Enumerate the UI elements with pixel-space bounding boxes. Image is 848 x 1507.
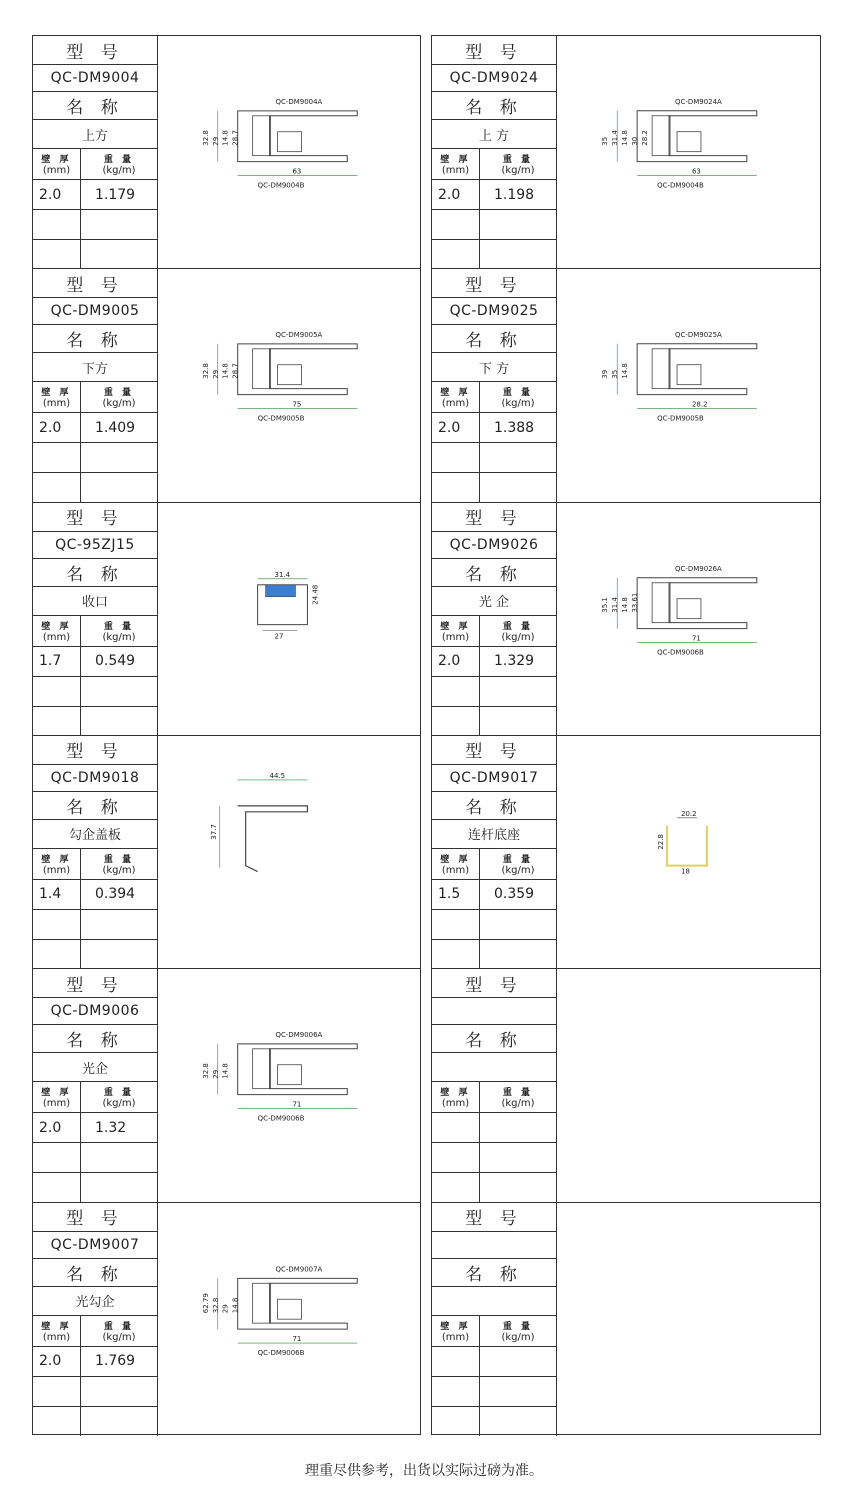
drawing-label: 29 bbox=[211, 370, 220, 380]
thickness-value: 1.5 bbox=[432, 880, 480, 909]
profile-chamber bbox=[278, 1065, 302, 1085]
drawing-label: QC-DM9006A bbox=[275, 1031, 323, 1040]
left-catalog-column bbox=[32, 35, 421, 1435]
empty-row bbox=[33, 1377, 157, 1407]
drawing-label: 33.61 bbox=[631, 592, 640, 613]
name-heading: 名 称 bbox=[432, 325, 556, 353]
product-block bbox=[432, 36, 820, 269]
thickness-header: 壁 厚 bbox=[41, 1088, 72, 1099]
drawing-label: QC-DM9025A bbox=[675, 331, 722, 340]
weight-value: 1.329 bbox=[494, 653, 535, 670]
spec-header-row bbox=[33, 1082, 157, 1113]
product-name: 上 方 bbox=[432, 120, 556, 149]
thickness-value: 2.0 bbox=[33, 1113, 81, 1142]
drawing-label: QC-DM9005B bbox=[257, 414, 305, 423]
empty-row bbox=[432, 910, 556, 940]
spec-value-row bbox=[432, 880, 556, 910]
product-info-table bbox=[33, 503, 158, 735]
drawing-label: 14.8 bbox=[621, 596, 630, 613]
spec-value-row bbox=[33, 413, 157, 443]
weight-value: 0.549 bbox=[95, 653, 136, 670]
thickness-unit: (mm) bbox=[441, 1098, 470, 1110]
thickness-value bbox=[432, 1347, 480, 1376]
thickness-header: 壁 厚 bbox=[440, 854, 471, 865]
product-name: 上方 bbox=[33, 120, 157, 149]
drawing-label: QC-DM9006B bbox=[257, 1348, 305, 1357]
weight-value: 1.409 bbox=[95, 419, 136, 436]
weight-unit: (kg/m) bbox=[501, 398, 535, 410]
thickness-unit: (mm) bbox=[42, 398, 71, 410]
drawing-label: 63 bbox=[292, 167, 302, 176]
model-heading: 型 号 bbox=[432, 36, 556, 65]
profile-drawing bbox=[158, 969, 420, 1201]
drawing-label: 31.4 bbox=[611, 596, 620, 613]
model-number: QC-DM9004 bbox=[33, 65, 157, 92]
drawing-label: QC-DM9005B bbox=[657, 414, 704, 423]
profile-outline bbox=[238, 111, 358, 162]
footer-note: 理重尽供参考，出货以实际过磅为准。 bbox=[305, 1463, 543, 1479]
drawing-label: QC-DM9004A bbox=[275, 97, 323, 106]
profile-drawing bbox=[557, 503, 820, 735]
drawing-label: 28.2 bbox=[641, 130, 650, 146]
product-info-table bbox=[33, 1203, 158, 1436]
profile-chamber bbox=[278, 365, 302, 385]
product-block bbox=[432, 503, 820, 736]
drawing-label: 14.8 bbox=[621, 363, 630, 380]
spec-header-row bbox=[33, 1316, 157, 1347]
empty-row bbox=[33, 240, 157, 269]
profile-outline bbox=[238, 344, 358, 395]
profile-drawing bbox=[557, 269, 820, 501]
model-number: QC-DM9017 bbox=[432, 765, 556, 792]
product-name: 连杆底座 bbox=[432, 820, 556, 849]
model-heading: 型 号 bbox=[432, 503, 556, 532]
drawing-label: 14.8 bbox=[231, 1297, 240, 1313]
drawing-label: 14.8 bbox=[221, 1063, 230, 1080]
drawing-label: QC-DM9026A bbox=[675, 564, 722, 573]
spec-header-row bbox=[432, 382, 556, 413]
product-block bbox=[33, 1203, 420, 1436]
empty-row bbox=[432, 473, 556, 502]
drawing-label: 28.7 bbox=[231, 363, 240, 380]
drawing-label: 30 bbox=[631, 136, 640, 146]
model-heading: 型 号 bbox=[432, 1203, 556, 1232]
spec-header-row bbox=[432, 616, 556, 647]
product-block bbox=[33, 269, 420, 502]
thickness-value: 2.0 bbox=[33, 1347, 81, 1376]
weight-header: 重 量 bbox=[103, 854, 135, 865]
weight-header: 重 量 bbox=[103, 155, 135, 165]
drawing-label: QC-DM9007A bbox=[275, 1264, 323, 1273]
product-block bbox=[33, 503, 420, 736]
empty-row bbox=[432, 677, 556, 707]
model-heading: 型 号 bbox=[432, 969, 556, 998]
model-heading: 型 号 bbox=[33, 269, 157, 298]
name-heading: 名 称 bbox=[33, 325, 157, 353]
spec-header-row bbox=[432, 1316, 556, 1347]
profile-outline bbox=[637, 111, 757, 162]
empty-row bbox=[432, 707, 556, 736]
profile-outline bbox=[667, 826, 707, 866]
product-block bbox=[33, 969, 420, 1202]
empty-row bbox=[33, 1143, 157, 1173]
weight-unit: (kg/m) bbox=[102, 631, 136, 643]
profile-drawing bbox=[158, 736, 420, 968]
drawing-label: 28.7 bbox=[231, 130, 240, 146]
drawing-label: 31.4 bbox=[274, 570, 291, 579]
weight-header: 重 量 bbox=[103, 621, 135, 632]
drawing-label: 24.48 bbox=[311, 584, 320, 605]
product-info-table bbox=[33, 269, 158, 501]
thickness-unit: (mm) bbox=[441, 864, 470, 876]
spec-value-row bbox=[33, 880, 157, 910]
thickness-value: 2.0 bbox=[432, 180, 480, 209]
drawing-label: 71 bbox=[292, 1334, 302, 1343]
model-heading: 型 号 bbox=[33, 969, 157, 998]
drawing-label: 35.1 bbox=[601, 596, 610, 613]
product-block bbox=[432, 269, 820, 502]
drawing-label: 14.8 bbox=[221, 363, 230, 380]
drawing-label: QC-DM9024A bbox=[675, 97, 722, 106]
model-number: QC-DM9006 bbox=[33, 998, 157, 1025]
product-info-table bbox=[33, 969, 158, 1201]
product-block bbox=[33, 736, 420, 969]
model-heading: 型 号 bbox=[33, 736, 157, 765]
name-heading: 名 称 bbox=[432, 792, 556, 820]
thickness-header: 壁 厚 bbox=[440, 1321, 471, 1332]
profile-drawing bbox=[158, 1203, 420, 1436]
thickness-value: 2.0 bbox=[33, 413, 81, 442]
profile-drawing bbox=[557, 969, 820, 1201]
profile-drawing bbox=[158, 36, 420, 268]
empty-row bbox=[33, 473, 157, 502]
drawing-label: 14.8 bbox=[221, 130, 230, 146]
empty-row bbox=[33, 1173, 157, 1202]
model-number bbox=[432, 998, 556, 1025]
empty-row bbox=[33, 910, 157, 940]
drawing-label: 37.7 bbox=[209, 824, 218, 840]
profile-chamber bbox=[652, 349, 670, 389]
model-number: QC-95ZJ15 bbox=[33, 532, 157, 559]
weight-unit: (kg/m) bbox=[501, 165, 535, 176]
weight-unit: (kg/m) bbox=[501, 1098, 535, 1110]
drawing-label: 44.5 bbox=[269, 771, 286, 780]
weight-value bbox=[480, 1347, 556, 1376]
drawing-label: 27 bbox=[274, 632, 284, 641]
empty-row bbox=[33, 443, 157, 473]
weight-header: 重 量 bbox=[502, 1321, 534, 1332]
weight-value: 1.388 bbox=[494, 419, 535, 436]
profile-chamber bbox=[652, 582, 670, 622]
drawing-label: 22.8 bbox=[657, 834, 666, 850]
weight-header: 重 量 bbox=[502, 854, 534, 865]
spec-value-row bbox=[33, 1347, 157, 1377]
drawing-label: 29 bbox=[221, 1303, 230, 1313]
profile-drawing bbox=[557, 1203, 820, 1436]
name-heading: 名 称 bbox=[432, 92, 556, 120]
weight-value: 0.394 bbox=[95, 886, 136, 903]
product-name: 光企 bbox=[33, 1053, 157, 1082]
drawing-label: 28.2 bbox=[691, 400, 708, 409]
profile-chamber bbox=[253, 349, 271, 389]
product-name: 光勾企 bbox=[33, 1287, 157, 1316]
weight-unit: (kg/m) bbox=[501, 864, 535, 876]
profile-outline bbox=[238, 806, 308, 872]
weight-unit: (kg/m) bbox=[501, 1331, 535, 1343]
empty-row bbox=[432, 1377, 556, 1407]
thickness-unit: (mm) bbox=[42, 864, 71, 876]
empty-row bbox=[432, 1407, 556, 1436]
drawing-label: QC-DM9004B bbox=[657, 181, 704, 190]
model-heading: 型 号 bbox=[432, 269, 556, 298]
spec-value-row bbox=[432, 413, 556, 443]
drawing-label: 29 bbox=[211, 136, 220, 146]
spec-value-row bbox=[33, 647, 157, 677]
drawing-label: 71 bbox=[691, 634, 701, 643]
right-catalog-column bbox=[431, 35, 821, 1435]
drawing-label: 29 bbox=[211, 1070, 220, 1080]
empty-row bbox=[432, 240, 556, 269]
empty-row bbox=[33, 1407, 157, 1436]
name-heading: 名 称 bbox=[33, 559, 157, 587]
empty-row bbox=[432, 1143, 556, 1173]
empty-row bbox=[432, 210, 556, 240]
empty-row bbox=[432, 1173, 556, 1202]
product-info-table bbox=[432, 269, 557, 501]
thickness-unit: (mm) bbox=[42, 1331, 71, 1343]
spec-header-row bbox=[432, 849, 556, 880]
product-name bbox=[432, 1053, 556, 1082]
model-heading: 型 号 bbox=[33, 1203, 157, 1232]
model-heading: 型 号 bbox=[432, 736, 556, 765]
weight-header: 重 量 bbox=[502, 155, 534, 165]
profile-chamber bbox=[677, 365, 701, 385]
profile-chamber bbox=[253, 116, 271, 156]
weight-header: 重 量 bbox=[103, 1088, 135, 1099]
profile-drawing bbox=[557, 36, 820, 268]
drawing-label: 32.8 bbox=[201, 363, 210, 380]
drawing-label: 18 bbox=[681, 867, 690, 876]
profile-drawing bbox=[158, 269, 420, 501]
product-info-table bbox=[432, 503, 557, 735]
drawing-label: 32.8 bbox=[201, 1063, 210, 1080]
weight-unit: (kg/m) bbox=[102, 1098, 136, 1110]
spec-value-row bbox=[432, 180, 556, 210]
thickness-header: 壁 厚 bbox=[440, 388, 471, 399]
drawing-label: 75 bbox=[292, 400, 302, 409]
thickness-unit: (mm) bbox=[42, 631, 71, 643]
thickness-value: 1.4 bbox=[33, 880, 81, 909]
thickness-header: 壁 厚 bbox=[440, 155, 471, 165]
product-name bbox=[432, 1287, 556, 1316]
model-number: QC-DM9018 bbox=[33, 765, 157, 792]
product-info-table bbox=[432, 36, 557, 268]
drawing-label: QC-DM9006B bbox=[657, 648, 704, 657]
thickness-unit: (mm) bbox=[441, 398, 470, 410]
product-block bbox=[432, 969, 820, 1202]
weight-value: 1.769 bbox=[95, 1353, 136, 1370]
product-info-table bbox=[432, 969, 557, 1201]
spec-header-row bbox=[33, 382, 157, 413]
drawing-label: 32.8 bbox=[201, 130, 210, 146]
product-name: 收口 bbox=[33, 587, 157, 616]
weight-header: 重 量 bbox=[502, 621, 534, 632]
empty-row bbox=[432, 443, 556, 473]
weight-header: 重 量 bbox=[103, 1321, 135, 1332]
empty-row bbox=[33, 707, 157, 736]
thickness-value: 2.0 bbox=[432, 413, 480, 442]
product-name: 下 方 bbox=[432, 353, 556, 382]
product-block bbox=[33, 36, 420, 269]
weight-header: 重 量 bbox=[502, 1088, 534, 1099]
drawing-label: 39 bbox=[601, 370, 610, 380]
name-heading: 名 称 bbox=[33, 792, 157, 820]
product-name: 下方 bbox=[33, 353, 157, 382]
drawing-label: 32.8 bbox=[211, 1297, 220, 1313]
drawing-label: QC-DM9006B bbox=[257, 1114, 305, 1123]
empty-row bbox=[33, 940, 157, 969]
profile-chamber bbox=[677, 132, 701, 152]
model-heading: 型 号 bbox=[33, 503, 157, 532]
profile-chamber bbox=[278, 132, 302, 152]
weight-value: 1.179 bbox=[95, 186, 136, 203]
profile-chamber bbox=[278, 1299, 302, 1319]
thickness-unit: (mm) bbox=[42, 1098, 71, 1110]
spec-value-row bbox=[33, 1113, 157, 1143]
thickness-unit: (mm) bbox=[42, 165, 71, 176]
model-number: QC-DM9026 bbox=[432, 532, 556, 559]
drawing-label: 63 bbox=[691, 167, 701, 176]
thickness-value: 2.0 bbox=[432, 647, 480, 676]
spec-value-row bbox=[432, 1347, 556, 1377]
drawing-label: 20.2 bbox=[681, 809, 697, 818]
thickness-value: 2.0 bbox=[33, 180, 81, 209]
model-number: QC-DM9024 bbox=[432, 65, 556, 92]
spec-value-row bbox=[432, 1113, 556, 1143]
profile-outline bbox=[637, 344, 757, 395]
model-number: QC-DM9005 bbox=[33, 298, 157, 325]
profile-chamber bbox=[253, 1049, 271, 1089]
thickness-header: 壁 厚 bbox=[440, 1088, 471, 1099]
name-heading: 名 称 bbox=[33, 1259, 157, 1287]
weight-value bbox=[480, 1113, 556, 1142]
model-number bbox=[432, 1232, 556, 1259]
name-heading: 名 称 bbox=[432, 1259, 556, 1287]
name-heading: 名 称 bbox=[33, 1025, 157, 1053]
drawing-label: 62.79 bbox=[201, 1292, 210, 1313]
drawing-label: 35 bbox=[601, 136, 610, 146]
product-name: 勾企盖板 bbox=[33, 820, 157, 849]
name-heading: 名 称 bbox=[33, 92, 157, 120]
weight-header: 重 量 bbox=[103, 388, 135, 399]
spec-value-row bbox=[432, 647, 556, 677]
thickness-unit: (mm) bbox=[441, 1331, 470, 1343]
spec-header-row bbox=[432, 1082, 556, 1113]
drawing-label: 71 bbox=[292, 1100, 302, 1109]
weight-unit: (kg/m) bbox=[501, 631, 535, 643]
weight-unit: (kg/m) bbox=[102, 1331, 136, 1343]
empty-row bbox=[33, 210, 157, 240]
model-number: QC-DM9007 bbox=[33, 1232, 157, 1259]
name-heading: 名 称 bbox=[432, 559, 556, 587]
profile-outline bbox=[238, 1044, 358, 1095]
profile-drawing bbox=[158, 503, 420, 735]
thickness-value bbox=[432, 1113, 480, 1142]
profile-chamber bbox=[677, 598, 701, 618]
weight-unit: (kg/m) bbox=[102, 864, 136, 876]
thickness-header: 壁 厚 bbox=[41, 621, 72, 632]
product-info-table bbox=[33, 36, 158, 268]
profile-outline bbox=[238, 1278, 358, 1329]
spec-header-row bbox=[33, 149, 157, 180]
thickness-unit: (mm) bbox=[441, 165, 470, 176]
product-info-table bbox=[432, 1203, 557, 1436]
thickness-header: 壁 厚 bbox=[41, 155, 72, 165]
weight-header: 重 量 bbox=[502, 388, 534, 399]
empty-row bbox=[432, 940, 556, 969]
thickness-header: 壁 厚 bbox=[41, 388, 72, 399]
drawing-label: QC-DM9004B bbox=[257, 181, 305, 190]
name-heading: 名 称 bbox=[432, 1025, 556, 1053]
product-block bbox=[432, 1203, 820, 1436]
model-number: QC-DM9025 bbox=[432, 298, 556, 325]
spec-header-row bbox=[33, 616, 157, 647]
thickness-header: 壁 厚 bbox=[440, 621, 471, 632]
profile-chamber bbox=[652, 116, 670, 156]
weight-value: 1.198 bbox=[494, 186, 535, 203]
empty-row bbox=[33, 677, 157, 707]
weight-value: 1.32 bbox=[95, 1119, 127, 1136]
spec-header-row bbox=[33, 849, 157, 880]
drawing-label: QC-DM9005A bbox=[275, 331, 323, 340]
drawing-label: 31.4 bbox=[611, 130, 620, 146]
profile-outline bbox=[637, 577, 757, 628]
weight-value: 0.359 bbox=[494, 886, 535, 903]
thickness-header: 壁 厚 bbox=[41, 854, 72, 865]
thickness-header: 壁 厚 bbox=[41, 1321, 72, 1332]
weight-unit: (kg/m) bbox=[102, 165, 136, 176]
weight-unit: (kg/m) bbox=[102, 398, 136, 410]
profile-drawing bbox=[557, 736, 820, 968]
thickness-unit: (mm) bbox=[441, 631, 470, 643]
product-name: 光 企 bbox=[432, 587, 556, 616]
product-info-table bbox=[33, 736, 158, 968]
product-block bbox=[432, 736, 820, 969]
drawing-label: 35 bbox=[611, 370, 620, 380]
spec-value-row bbox=[33, 180, 157, 210]
thickness-value: 1.7 bbox=[33, 647, 81, 676]
product-info-table bbox=[432, 736, 557, 968]
profile-chamber bbox=[253, 1283, 271, 1323]
model-heading: 型 号 bbox=[33, 36, 157, 65]
drawing-label: 14.8 bbox=[621, 130, 630, 146]
spec-header-row bbox=[432, 149, 556, 180]
profile-insert bbox=[266, 584, 296, 596]
